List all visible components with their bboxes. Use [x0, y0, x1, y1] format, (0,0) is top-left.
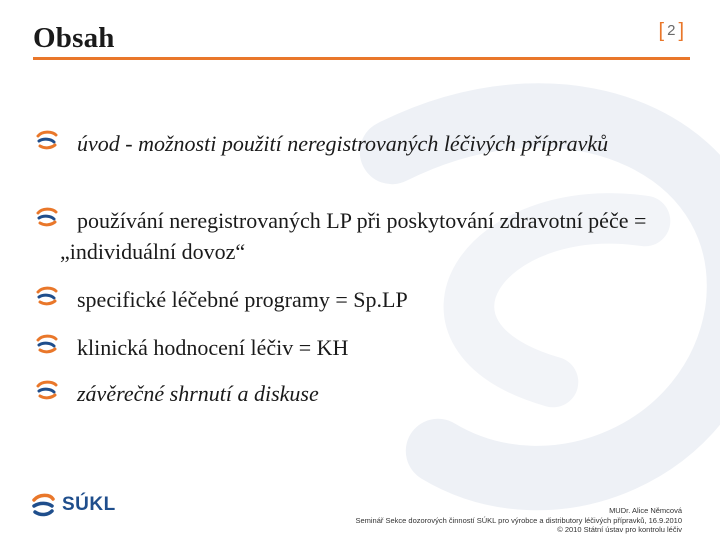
page-number	[659, 20, 684, 43]
bullet-text: používání neregistrovaných LP při poskytování zdravotní péče = „individuální dovoz“	[60, 208, 647, 264]
bracket-open: [	[658, 20, 665, 42]
bracket-close: ]	[678, 20, 684, 42]
title-divider	[33, 57, 690, 60]
sukl-swirl-icon	[36, 286, 58, 306]
bullet-text: specifické léčebné programy = Sp.LP	[77, 287, 408, 312]
bullet-text: úvod - možnosti použití neregistrovaných léčivých přípravků	[77, 131, 609, 156]
bullet-text: závěrečné shrnutí a diskuse	[77, 381, 319, 406]
bullet-item	[36, 284, 676, 315]
sukl-swirl-icon	[36, 380, 58, 400]
logo-text: SÚKL	[62, 494, 116, 515]
sukl-logo	[30, 492, 116, 518]
sukl-swirl-icon	[36, 334, 58, 354]
footer-author: MUDr. Alice Němcová	[609, 506, 682, 515]
page-number-value: 2	[667, 22, 676, 39]
bullet-text: klinická hodnocení léčiv = KH	[77, 335, 349, 360]
sukl-swirl-icon	[36, 207, 58, 227]
sukl-logo-mark-icon	[30, 492, 56, 518]
footer-seminar: Seminář Sekce dozorových činností SÚKL pro výrobce a distributory léčivých přípravků, 16.9.2010	[355, 515, 682, 525]
page-title: Obsah	[33, 22, 115, 54]
footer-copyright: © 2010 Státní ústav pro kontrolu léčiv	[557, 525, 682, 534]
footer	[355, 506, 682, 535]
bullet-item	[36, 378, 676, 409]
bullet-item	[36, 128, 676, 159]
sukl-swirl-icon	[36, 130, 58, 150]
bullet-item	[36, 205, 676, 267]
bullet-item	[36, 332, 676, 363]
